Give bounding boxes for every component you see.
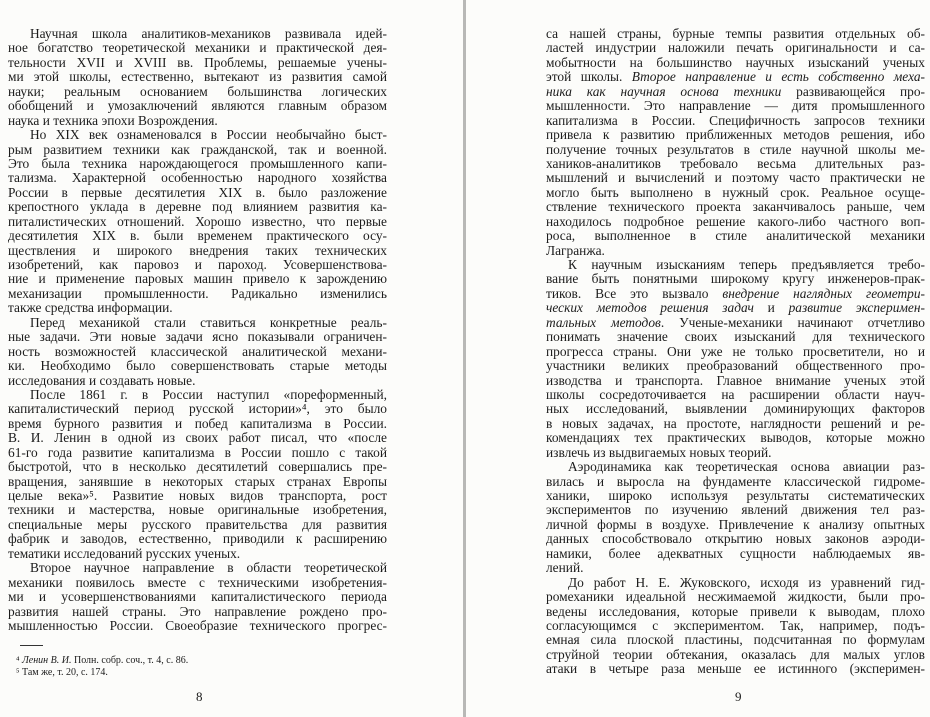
text-line: могло быть выполнено в нужный срок. Реальное осуще-: [546, 184, 925, 200]
italic-text: развитие эксперимен-: [788, 300, 925, 316]
page-number: 9: [735, 689, 742, 704]
text-line: Научная школа аналитиков-механиков развивала идей-: [30, 26, 387, 41]
text-line: [546, 316, 925, 330]
text-line: десятилетия XIX в. были временем практического осу-: [8, 228, 387, 244]
footnotes: [16, 655, 188, 678]
text-line: мышлений и вычислений и поэтому часто практически не: [546, 170, 925, 186]
text-line: Аэродинамика как теоретическая основа авиации раз-: [568, 459, 925, 475]
italic-text: ческих методов решения задач: [546, 300, 754, 316]
text-line: ность возможностей классической аналитической механи-: [8, 343, 387, 359]
text-line: извлечь из выдвигаемых новых теорий.: [546, 444, 772, 460]
text-line: вращения, занявшие в некоторых старых странах Европы: [8, 473, 387, 489]
text-line: [546, 85, 925, 99]
text-line: ных исследований, выявлении доминирующих факторов: [546, 401, 925, 417]
text-segment: . Ученые-механики начинают отчетливо: [660, 314, 925, 330]
footnote-text: Там же, т. 20, с. 174.: [19, 666, 108, 678]
footnote: [16, 667, 188, 679]
text-line: также средства информации.: [8, 300, 173, 316]
text-line: изводства и транспорта. Главное внимание ученых этой: [546, 372, 925, 388]
text-line: мышленности. Это направление — дитя промышленного: [546, 98, 925, 114]
text-line: вилась и выросла на фундаменте классической гидроме-: [546, 473, 925, 489]
text-line: намики, более адекватных сущности наблюдаемых яв-: [546, 545, 925, 561]
text-line: участники великих преобразований общественного про-: [546, 358, 925, 374]
text-line: личной формы в воздухе. Привлечение к анализу опытных: [546, 516, 925, 532]
footnote-mark: ⁵: [16, 666, 20, 678]
text-line: в новых задачах, на простоте, наглядности решений и ре-: [546, 415, 925, 431]
text-line: находилось подробное решение какого-либо частного воп-: [546, 213, 925, 229]
footnote-mark: ⁴: [16, 655, 20, 666]
italic-text: внедрение наглядных геометри-: [722, 285, 925, 301]
text-line: [546, 301, 925, 315]
text-line: тализма. Характерной особенностью народного хозяйства: [8, 170, 387, 186]
text-line: согласующимся с экспериментом. Так, например, подъ-: [546, 617, 925, 633]
text-line: комендациях тех практических выводов, которые можно: [546, 430, 925, 446]
text-line: атаки в четыре раза меньше ее истинного (эксперимен-: [546, 661, 925, 677]
text-line: са нашей страны, бурные темпы развития отдельных об-: [546, 26, 925, 41]
text-segment: и: [753, 300, 789, 316]
text-line: Перед механикой стали ставиться конкретные реаль-: [30, 314, 387, 330]
text-line: лений.: [546, 560, 584, 576]
text-line: ромеханики идеальной несжимаемой жидкости, были про-: [546, 589, 925, 605]
text-line: ханики, широко используя результаты систематических: [546, 488, 925, 503]
text-line: целые века»⁵. Развитие новых видов транспорта, рост: [8, 488, 387, 503]
text-line: тематики исследований русских ученых.: [8, 545, 241, 561]
text-line: хаников-аналитиков требовало весьма длительных раз-: [546, 155, 925, 171]
text-line: прогресса страны. Они уже не только просветители, но и: [546, 343, 925, 359]
page-right: [466, 0, 930, 717]
text-line: исследования и создавать новые.: [8, 372, 196, 388]
text-line: Это была техника нарождающегося промышленного капи-: [8, 155, 387, 171]
text-line: капитализма в России. Специфичность запросов техники: [546, 112, 925, 128]
text-line: ластей индустрии наложили печать оригинальности и са-: [546, 40, 925, 56]
text-line: механизации промышленности. Радикально изменились: [8, 285, 387, 301]
text-line: ведены исследования, которые привели к выводам, плохо: [546, 603, 925, 619]
text-line: тельности XVII и XVIII вв. Проблемы, решаемые учены-: [8, 54, 387, 70]
text-segment: этой школы.: [546, 69, 632, 85]
text-line: После 1861 г. в России наступил «пореформенный,: [30, 386, 387, 402]
text-line: капиталистический период русской истории»⁴, это было: [8, 401, 387, 417]
text-line: ми этой школы, естественно, вытекают из развития самой: [8, 69, 387, 85]
text-line: Лагранжа.: [546, 242, 605, 258]
text-line: струйной теории обтекания, оказалась для малых углов: [546, 646, 925, 662]
text-line: науки; реальным основанием большинства логических: [8, 83, 387, 99]
footnote-author: Ленин В. И.: [22, 655, 72, 666]
text-line: понимать значение своих изысканий для технического: [546, 329, 925, 345]
text-line: рым развитием техники как гражданской, так и военной.: [8, 141, 387, 157]
text-line: фабрик и заводов, естественно, приводили к расширению: [8, 531, 387, 547]
text-line: ные задачи. Эти новые задачи ясно показывали ограничен-: [8, 329, 387, 345]
text-line: ние и применение паровых машин привело к зарождению: [8, 271, 387, 287]
text-line: привела к развитию приближенных методов решения, ибо: [546, 127, 925, 143]
text-line: время бурного развития и побед капитализма в России.: [8, 415, 387, 431]
text-line: изобретений, как паровоз и пароход. Усовершенствова-: [8, 257, 387, 272]
text-line: получение точных результатов в стиле научной школы ме-: [546, 141, 925, 157]
page-body: [546, 27, 925, 677]
text-line: механики появилось вместе с техническими изобретения-: [8, 574, 387, 590]
text-line: ное богатство теоретической механики и практической дея-: [8, 40, 387, 56]
text-line: ществления и широкого внедрения таких технических: [8, 242, 387, 258]
text-line: развития нашей страны. Это направление рождено про-: [8, 603, 387, 619]
text-segment: тиков. Все это вызвало: [546, 285, 723, 301]
text-line: мобытности на большинство научных изысканий ученых: [546, 54, 925, 70]
text-line: [546, 70, 925, 84]
text-line: ки. Необходимо было совершенствовать старые методы: [8, 358, 387, 374]
page-body: [8, 27, 387, 633]
text-line: быстротой, что в несколько десятилетий совершались пре-: [8, 459, 387, 475]
text-line: ми и усовершенствованиями капиталистического периода: [8, 589, 387, 605]
text-line: обобщений и умозаключений являются главным образом: [8, 98, 387, 114]
text-line: ствление технического проекта заканчивалось раньше, чем: [546, 199, 925, 215]
text-line: [546, 287, 925, 301]
text-segment: развивающейся про-: [781, 83, 925, 99]
text-line: мышленностью России. Своеобразие технического прогрес-: [8, 617, 387, 633]
italic-text: Второе направление и есть собственно меха-: [631, 69, 925, 85]
text-line: наука и техника эпохи Возрождения.: [8, 112, 218, 128]
footnote-divider: [20, 645, 43, 646]
text-line: В. И. Ленин в одной из своих работ писал, что «после: [8, 430, 387, 446]
text-line: 61-го года развитие капитализма в России пошло с такой: [8, 444, 387, 460]
text-line: специальные меры русского правительства для развития: [8, 516, 387, 532]
text-line: вание быть понятными широкому кругу инженеров-прак-: [546, 271, 925, 287]
text-line: питалистических отношений. Хорошо известно, что первые: [8, 213, 387, 229]
text-line: школы сосредоточивается на расширении области науч-: [546, 386, 925, 402]
text-line: Но XIX век ознаменовался в России необычайно быст-: [30, 127, 387, 143]
text-line: данных способствовало открытию новых законов аэроди-: [546, 531, 925, 547]
text-line: Второе научное направление в области теоретической: [30, 560, 387, 576]
italic-text: ника как научная основа техники: [546, 83, 782, 99]
text-line: До работ Н. Е. Жуковского, исходя из уравнений гид-: [568, 574, 925, 590]
text-line: роса, выполненное в стиле аналитической механики: [546, 228, 925, 244]
page-left: [0, 0, 463, 717]
footnote: [16, 655, 188, 667]
italic-text: тальных методов: [546, 314, 661, 330]
text-line: крепостного уклада в деревне под влиянием развития ка-: [8, 199, 387, 215]
text-line: экспериментов по изучению явлений движения тел раз-: [546, 502, 925, 518]
text-line: техники и мастерства, новые оригинальные изобретения,: [8, 502, 387, 518]
text-line: К научным изысканиям теперь предъявляется требо-: [568, 257, 925, 272]
text-line: России в первые десятилетия XIX в. было разложение: [8, 184, 387, 200]
footnote-text: Полн. собр. соч., т. 4, с. 86.: [71, 655, 189, 666]
page-number: 8: [196, 689, 203, 704]
text-line: емная сила плоской пластины, подсчитанная по формулам: [546, 632, 925, 648]
